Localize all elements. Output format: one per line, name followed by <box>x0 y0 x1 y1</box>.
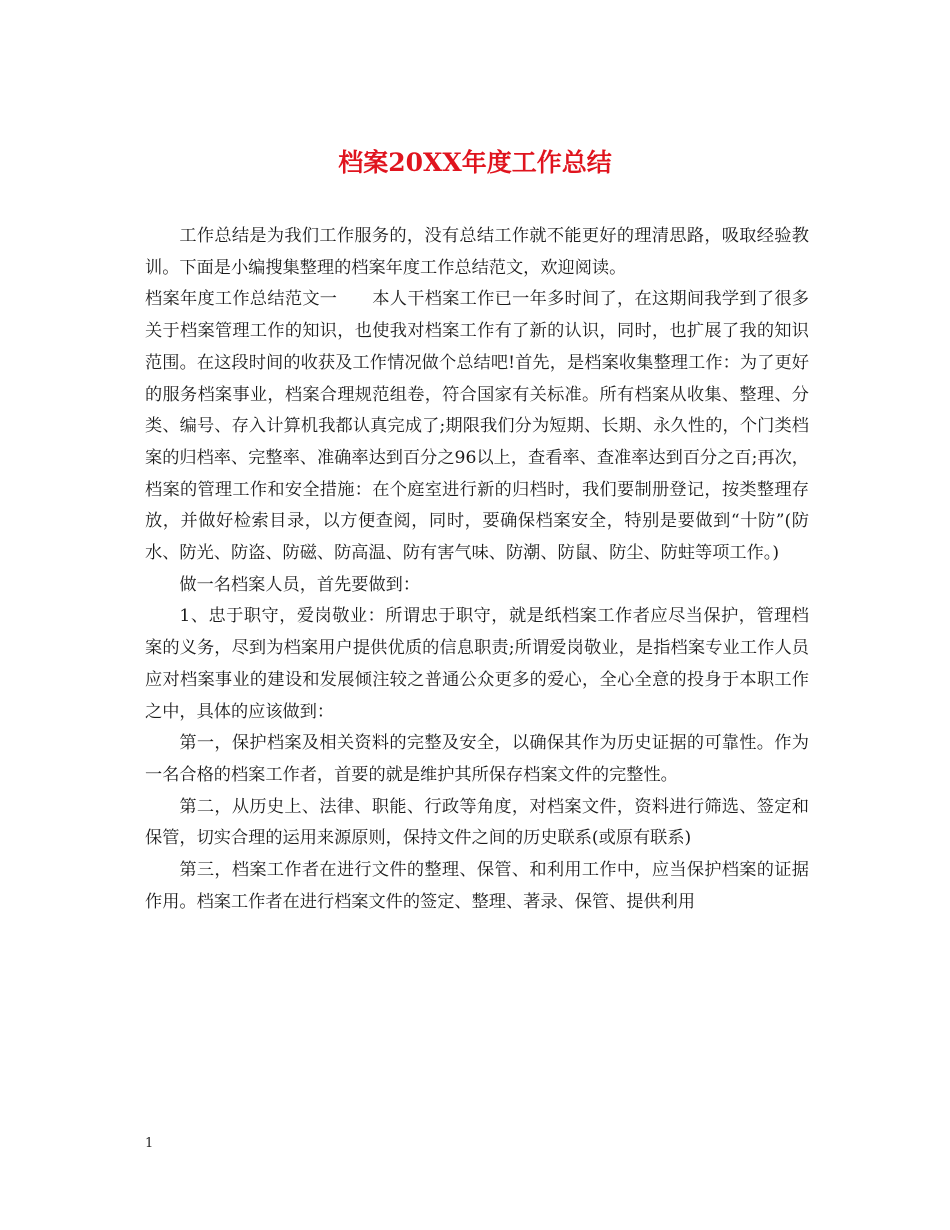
document-title: 档案20XX年度工作总结 <box>338 148 612 177</box>
paragraph-second: 第二，从历史上、法律、职能、行政等角度，对档案文件，资料进行筛选、签定和保管，切实合理的运用来源原则，保持文件之间的历史联系(或原有联系) <box>145 796 809 849</box>
paragraph-first: 第一，保护档案及相关资料的完整及安全，以确保其作为历史证据的可靠性。作为一名合格的档案工作者，首要的就是维护其所保存档案文件的完整性。 <box>145 733 809 785</box>
paragraph-requirements-heading: 做一名档案人员，首先要做到： <box>179 574 421 595</box>
paragraph-intro: 工作总结是为我们工作服务的，没有总结工作就不能更好的理清思路，吸取经验教训。下面是小编搜集整理的档案年度工作总结范文，欢迎阅读。 <box>145 226 809 278</box>
paragraph-third: 第三，档案工作者在进行文件的整理、保管、和利用工作中，应当保护档案的证据作用。档案工作者在进行档案文件的签定、整理、著录、保管、提供利用 <box>145 860 809 912</box>
paragraph-point-one: 1、忠于职守，爱岗敬业：所谓忠于职守，就是纸档案工作者应尽当保护，管理档案的义务，尽到为档案用户提供优质的信息职责;所谓爱岗敬业，是指档案专业工作人员应对档案事业的建设和发展倾注较之普通公众更多的爱心，全心全意的投身于本职工作之中，具体的应该做到： <box>145 606 809 722</box>
paragraph-sample-one: 档案年度工作总结范文一 本人干档案工作已一年多时间了，在这期间我学到了很多关于档案管理工作的知识，也使我对档案工作有了新的认识，同时，也扩展了我的知识范围。在这段时间的收获及工作情况做个总结吧!首先，是档案收集整理工作：为了更好的服务档案事业，档案合理规范组卷，符合国家有关标准。所有档案从收集、整理、分类、编号、存入计算机我都认真完成了;期限我们分为短期、长期、永久性的，个门类档案的归档率、完整率、准确率达到百分之96以上，查看率、查准率达到百分之百;再次，档案的管理工作和安全措施：在个庭室进行新的归档时，我们要制册登记，按类整理存放，并做好检索目录，以方便查阅，同时，要确保档案安全，特别是要做到“十防”(防水、防光、防盗、防磁、防高温、防有害气味、防潮、防鼠、防尘、防蛀等项工作。) <box>145 289 809 564</box>
document-body <box>145 221 809 918</box>
page-number: 1 <box>145 1136 154 1151</box>
